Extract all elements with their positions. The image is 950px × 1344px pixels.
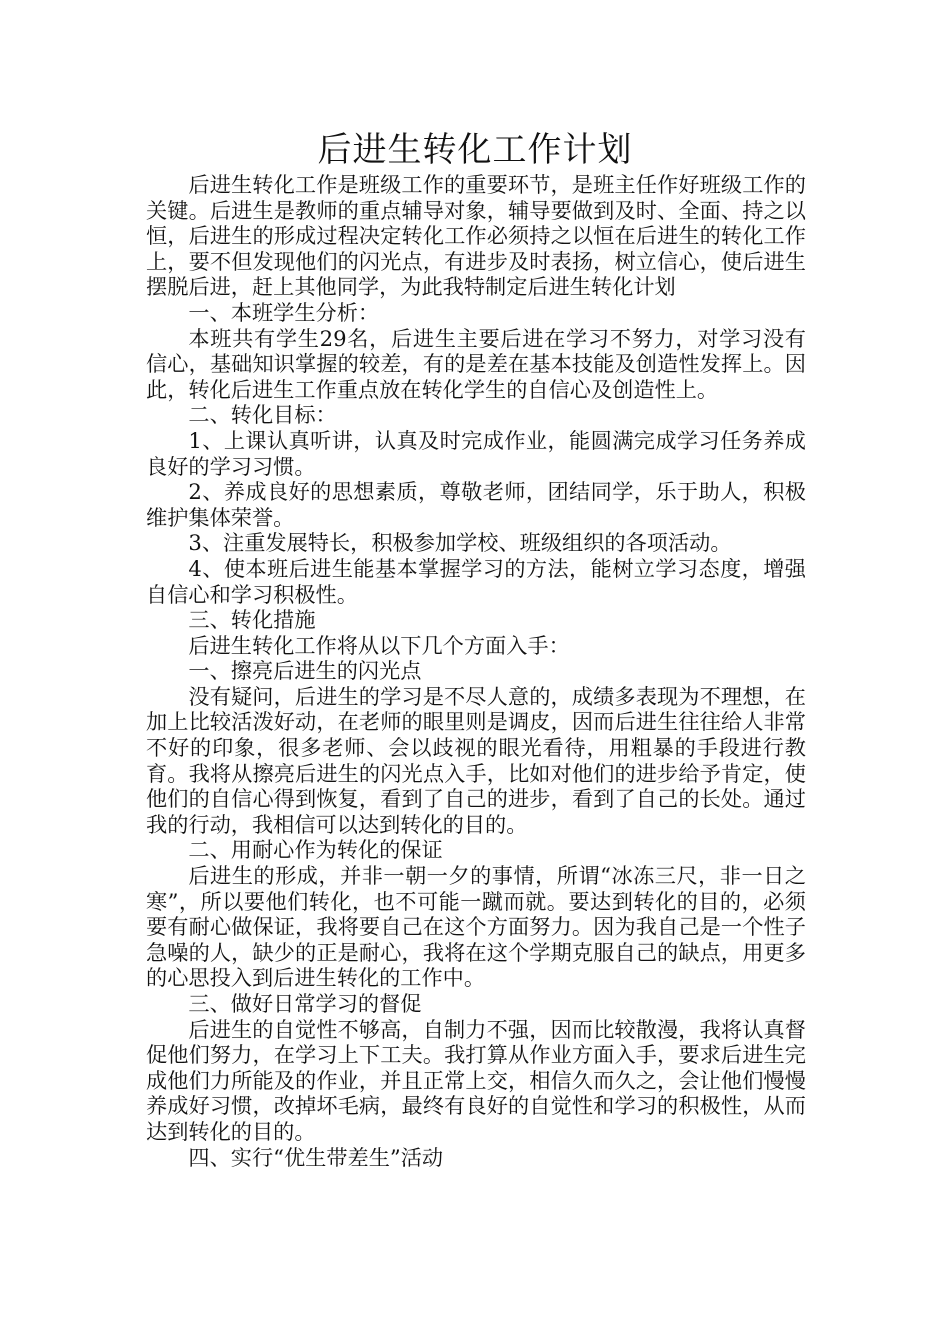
measure-paragraph-1: 没有疑问，后进生的学习是不尽人意的，成绩多表现为不理想，在加上比较活泼好动，在老师的眼里则是调皮，因而后进生往往给人非常不好的印象，很多老师、会以歧视的眼光看待，用粗暴的手段进行教育。我将从擦亮后进生的闪光点入手，比如对他们的进步给予肯定，使他们的自信心得到恢复，看到了自己的进步，看到了自己的长处。通过我的行动，我相信可以达到转化的目的。 bbox=[146, 683, 806, 837]
document-title: 后进生转化工作计划 bbox=[317, 130, 633, 170]
intro-paragraph: 后进生转化工作是班级工作的重要环节，是班主任作好班级工作的关键。后进生是教师的重点辅导对象，辅导要做到及时、全面、持之以恒，后进生的形成过程决定转化工作必须持之以恒在后进生的转化工作上，要不但发现他们的闪光点，有进步及时表扬，树立信心，使后进生摆脱后进，赶上其他同学，为此我特制定后进生转化计划 bbox=[146, 172, 806, 300]
document-body bbox=[146, 172, 806, 1170]
goal-item-2: 2、养成良好的思想素质，尊敬老师，团结同学，乐于助人，积极维护集体荣誉。 bbox=[146, 479, 806, 530]
measure-heading-4: 四、实行“优生带差生”活动 bbox=[188, 1144, 444, 1170]
goal-item-3: 3、注重发展特长，积极参加学校、班级组织的各项活动。 bbox=[188, 530, 732, 556]
measures-intro: 后进生转化工作将从以下几个方面入手： bbox=[188, 632, 570, 658]
measure-paragraph-2: 后进生的形成，并非一朝一夕的事情，所谓“冰冻三尺，非一日之寒”，所以要他们转化，也不可能一蹴而就。要达到转化的目的，必须要有耐心做保证，我将要自己在这个方面努力。因为我自己是一个性子急噪的人，缺少的正是耐心，我将在这个学期克服自己的缺点，用更多的心思投入到后进生转化的工作中。 bbox=[146, 863, 806, 991]
measure-paragraph-3: 后进生的自觉性不够高，自制力不强，因而比较散漫，我将认真督促他们努力，在学习上下工夫。我打算从作业方面入手，要求后进生完成他们力所能及的作业，并且正常上交，相信久而久之，会让他们慢慢养成好习惯，改掉坏毛病，最终有良好的自觉性和学习的积极性，从而达到转化的目的。 bbox=[146, 1016, 806, 1144]
measure-heading-2: 二、用耐心作为转化的保证 bbox=[188, 837, 443, 863]
analysis-paragraph: 本班共有学生29名，后进生主要后进在学习不努力，对学习没有信心，基础知识掌握的较差，有的是差在基本技能及创造性发挥上。因此，转化后进生工作重点放在转化学生的自信心及创造性上。 bbox=[146, 325, 806, 402]
measure-heading-1: 一、擦亮后进生的闪光点 bbox=[188, 658, 422, 684]
goal-item-1: 1、上课认真听讲，认真及时完成作业，能圆满完成学习任务养成良好的学习习惯。 bbox=[146, 427, 806, 479]
section-heading-analysis: 一、本班学生分析： bbox=[188, 299, 380, 325]
section-heading-goals: 二、转化目标： bbox=[188, 402, 337, 428]
goal-item-4: 4、使本班后进生能基本掌握学习的方法，能树立学习态度，增强自信心和学习积极性。 bbox=[146, 555, 806, 607]
section-heading-measures: 三、转化措施 bbox=[188, 607, 316, 633]
measure-heading-3: 三、做好日常学习的督促 bbox=[188, 991, 422, 1016]
